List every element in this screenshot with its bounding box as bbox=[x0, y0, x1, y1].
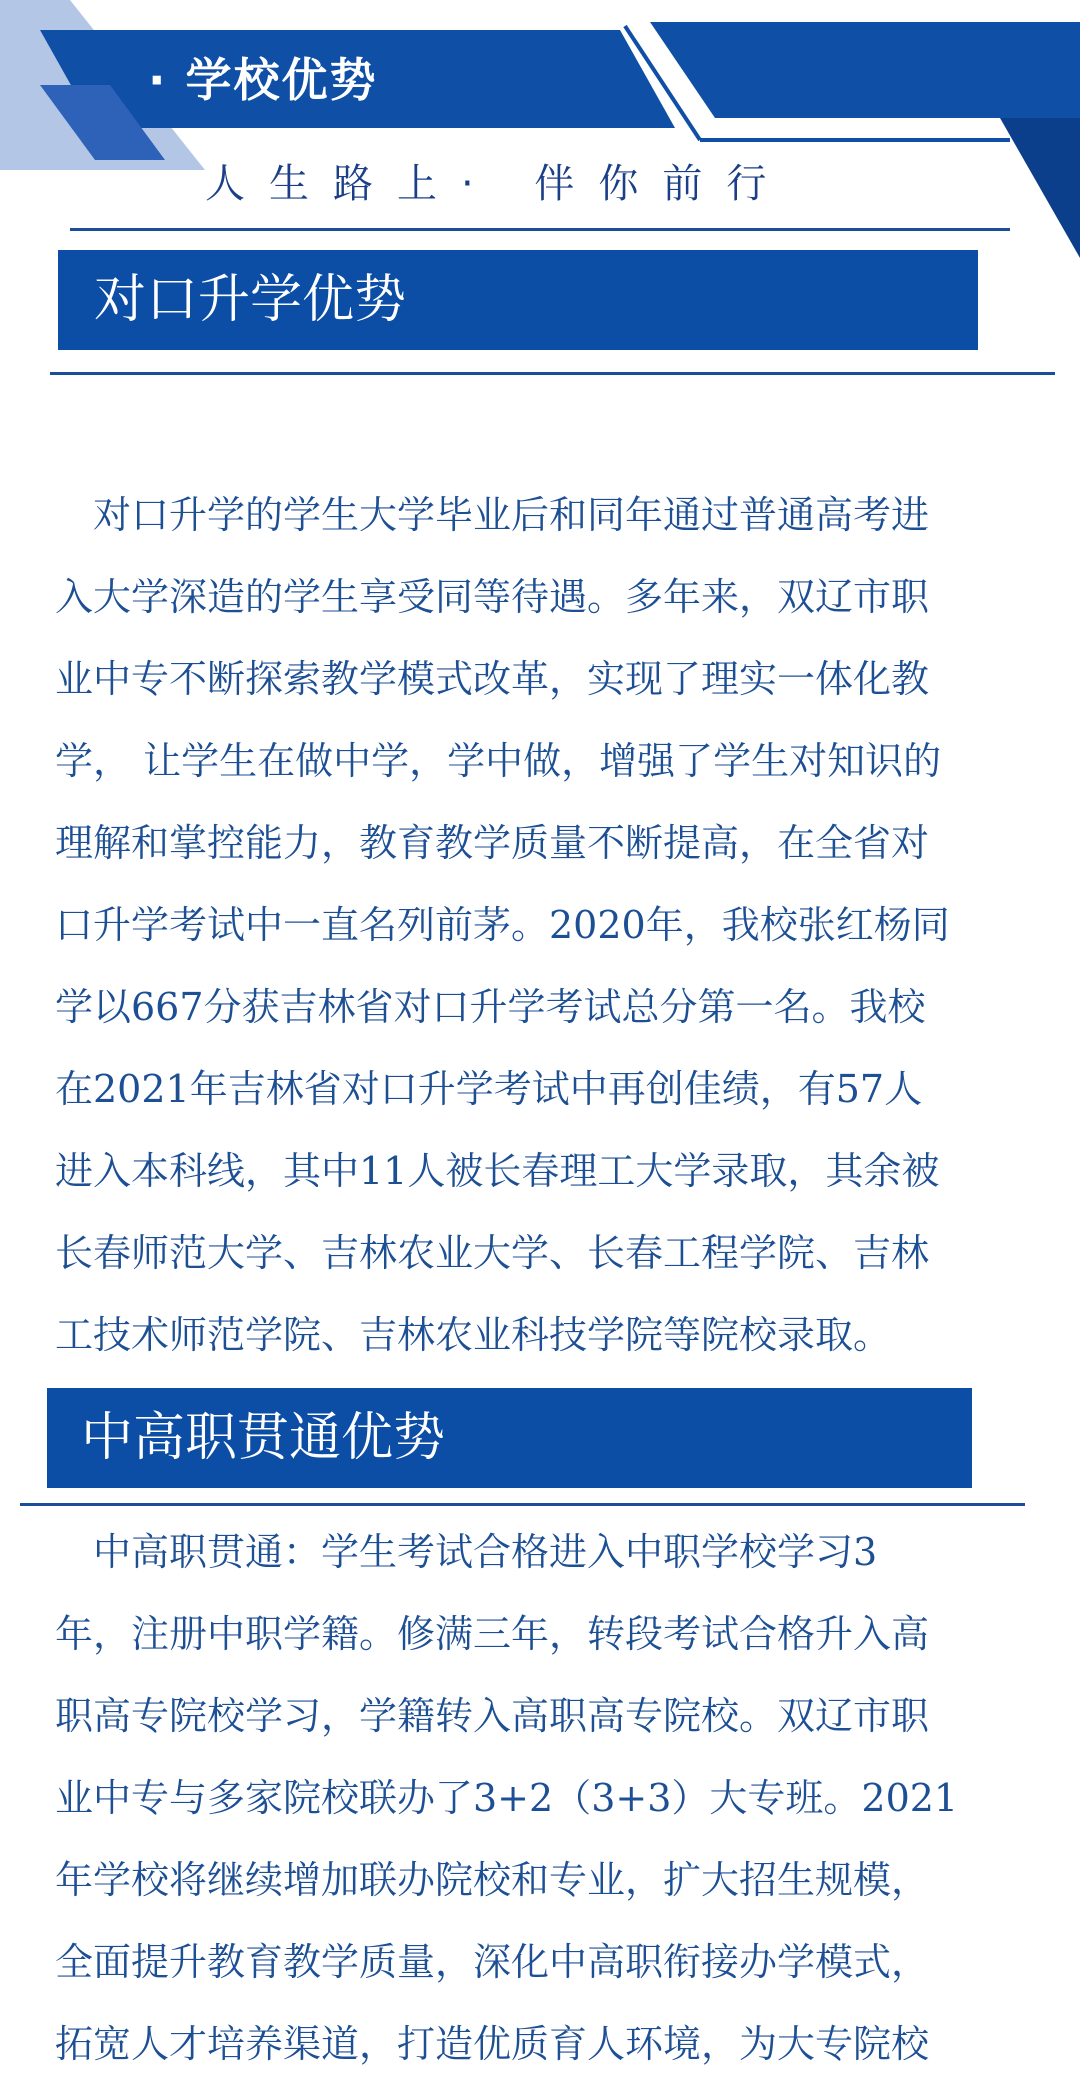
paragraph-line: 年学校将继续增加联办院校和专业，扩大招生规模， bbox=[55, 1858, 930, 1902]
paragraph-line: 业中专不断探索教学模式改革，实现了理实一体化教 bbox=[55, 657, 930, 701]
paragraph-line: 拓宽人才培养渠道，打造优质育人环境，为大专院校 bbox=[55, 2022, 930, 2066]
paragraph-line: 入大学深造的学生享受同等待遇。多年来，双辽市职 bbox=[55, 575, 930, 619]
section-paragraph bbox=[55, 1511, 1005, 2085]
header-divider bbox=[70, 228, 1010, 231]
header-slogan: 人生路上· 伴你前行 bbox=[205, 161, 791, 207]
paragraph-line: 对口升学的学生大学毕业后和同年通过普通高考进 bbox=[55, 493, 930, 537]
paragraph-line: 进入本科线，其中11人被长春理工大学录取，其余被 bbox=[55, 1149, 940, 1193]
banner-right-band bbox=[650, 22, 1080, 118]
section-divider bbox=[50, 372, 1055, 375]
section-heading-bar bbox=[47, 1388, 972, 1488]
paragraph-line: 长春师范大学、吉林农业大学、长春工程学院、吉林 bbox=[55, 1231, 930, 1275]
header-title: · 学校优势 bbox=[148, 53, 378, 107]
section-heading: 中高职贯通优势 bbox=[81, 1408, 446, 1468]
section-heading: 对口升学优势 bbox=[94, 270, 407, 330]
paragraph-line: 业中专与多家院校联办了3+2（3+3）大专班。2021 bbox=[55, 1776, 959, 1820]
paragraph-line: 学以667分获吉林省对口升学考试总分第一名。我校 bbox=[55, 985, 926, 1029]
paragraph-line: 在2021年吉林省对口升学考试中再创佳绩，有57人 bbox=[55, 1067, 923, 1111]
section-heading-bar bbox=[58, 250, 978, 350]
paragraph-line: 学， 让学生在做中学，学中做，增强了学生对知识的 bbox=[55, 739, 942, 783]
header-banner bbox=[0, 0, 1080, 260]
paragraph-line: 年，注册中职学籍。修满三年，转段考试合格升入高 bbox=[55, 1612, 930, 1656]
paragraph-line: 工技术师范学院、吉林农业科技学院等院校录取。 bbox=[55, 1313, 892, 1357]
paragraph-line: 职高专院校学习，学籍转入高职高专院校。双辽市职 bbox=[55, 1694, 930, 1738]
paragraph-line: 中高职贯通：学生考试合格进入中职学校学习3 bbox=[55, 1530, 878, 1574]
banner-right-corner bbox=[1000, 118, 1080, 258]
paragraph-line: 全面提升教育教学质量，深化中高职衔接办学模式， bbox=[55, 1940, 930, 1984]
section-paragraph bbox=[55, 474, 1015, 1376]
section-divider bbox=[20, 1503, 1025, 1506]
paragraph-line: 口升学考试中一直名列前茅。2020年，我校张红杨同 bbox=[55, 903, 950, 947]
paragraph-line: 理解和掌控能力，教育教学质量不断提高，在全省对 bbox=[55, 821, 930, 865]
